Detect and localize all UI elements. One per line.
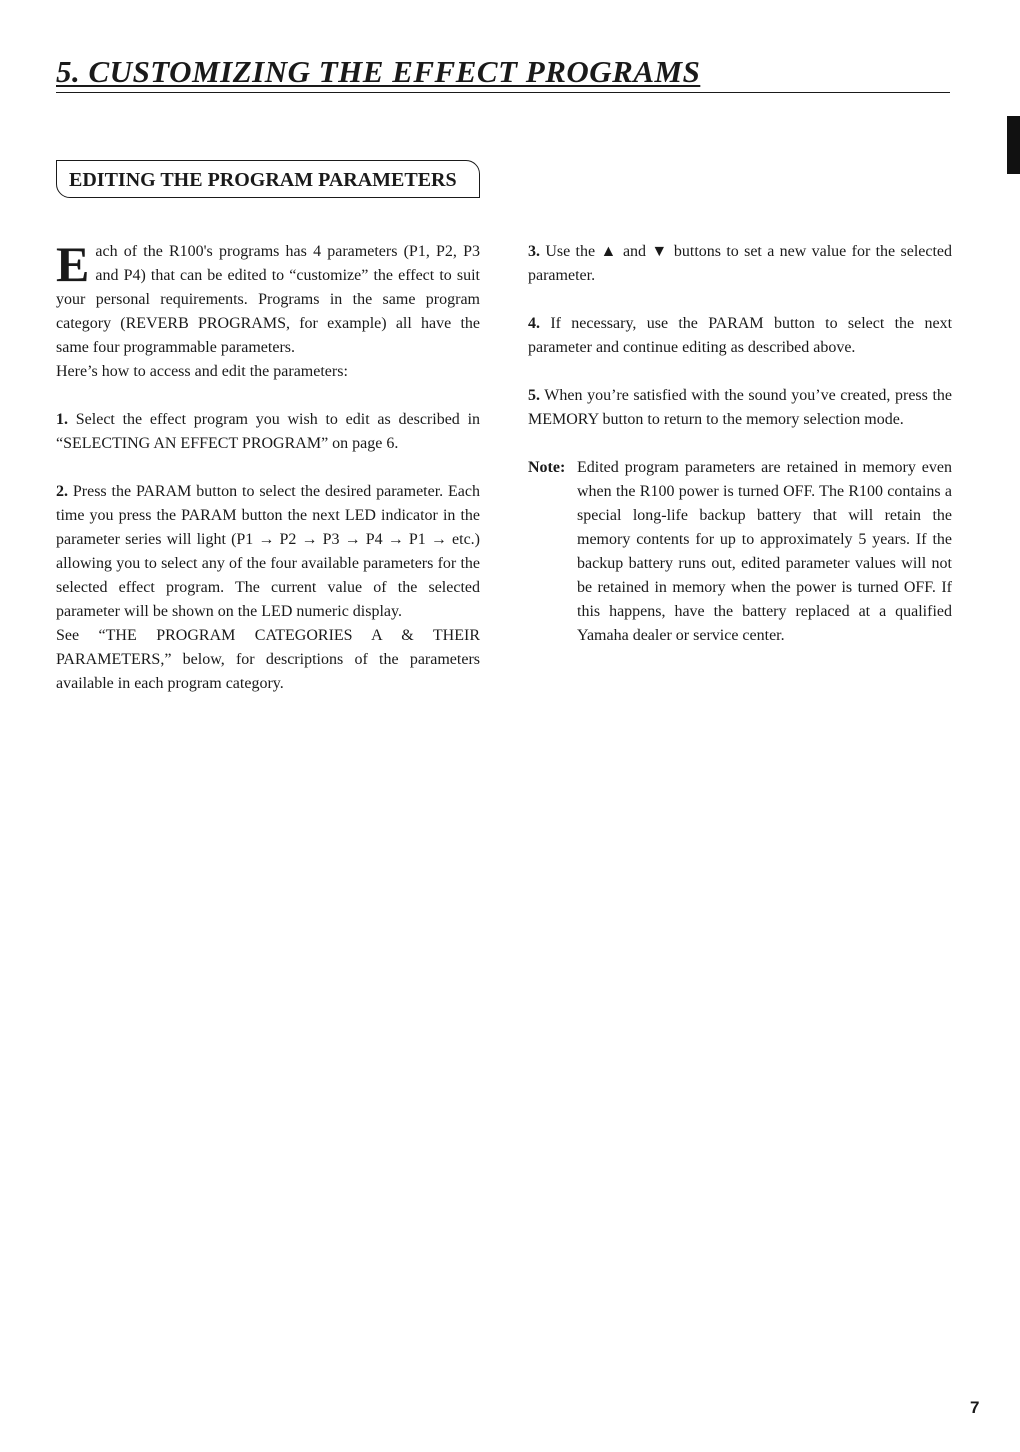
- note-block: [528, 456, 952, 648]
- page-title-text: 5. CUSTOMIZING THE EFFECT PROGRAMS: [56, 54, 701, 89]
- note-label: Note:: [528, 459, 566, 476]
- step-2-text: Press the PARAM button to select the desired parameter. Each time you press the PARAM button the next LED indicator in the parameter series will light (P1 → P2 → P3 → P4 → P1 → etc.) allowing you to select any of the four available parameters for the selected effect program. The current value of the selected parameter will be shown on the LED numeric display.: [56, 483, 480, 620]
- intro-text: ach of the R100's programs has 4 parameters (P1, P2, P3 and P4) that can be edited to “customize” the effect to suit your personal requirements. Programs in the same program category (REVERB PROGRAMS, for example) all have the same four programmable parameters.: [56, 243, 480, 356]
- step-5-number: 5.: [528, 387, 540, 404]
- section-heading: EDITING THE PROGRAM PARAMETERS: [69, 169, 457, 191]
- step-3-text: Use the ▲ and ▼ buttons to set a new value for the selected parameter.: [528, 243, 953, 284]
- step-1-number: 1.: [56, 411, 68, 428]
- step-2-number: 2.: [56, 483, 68, 500]
- step-2: [56, 480, 480, 624]
- step-4: [528, 312, 952, 360]
- left-column: [56, 236, 481, 696]
- page-title: [56, 52, 950, 93]
- step-1-text: Select the effect program you wish to edit as described in “SELECTING AN EFFECT PROGRAM” on page 6.: [56, 411, 481, 452]
- edge-tab-marker: [1007, 116, 1020, 174]
- drop-cap: E: [56, 236, 90, 292]
- step-3: [528, 240, 952, 288]
- step-3-number: 3.: [528, 243, 540, 260]
- note-text: Edited program parameters are retained in memory even when the R100 power is turned OFF. The R100 contains a special long-life backup battery that will retain the memory contents for up to approximately 5 years. If the backup battery runs out, edited parameter values will not be retained in memory when the power is turned OFF. If this happens, have the battery replaced at a qualified Yamaha dealer or service center.: [577, 459, 952, 644]
- step-4-text: If necessary, use the PARAM button to select the next parameter and continue editing as described above.: [528, 315, 953, 356]
- step-1: [56, 408, 480, 456]
- page-number: 7: [970, 1398, 980, 1417]
- step-5: [528, 384, 952, 432]
- how-to-text: Here’s how to access and edit the parameters:: [56, 363, 348, 380]
- step-5-text: When you’re satisfied with the sound you’ve created, press the MEMORY button to return to the memory selection mode.: [528, 387, 952, 428]
- right-column: [528, 240, 952, 648]
- see-categories-text: See “THE PROGRAM CATEGORIES A & THEIR PARAMETERS,” below, for descriptions of the parameters available in each program category.: [56, 627, 480, 692]
- intro-paragraph: [56, 236, 480, 360]
- section-heading-box: [56, 160, 480, 198]
- step-4-number: 4.: [528, 315, 540, 332]
